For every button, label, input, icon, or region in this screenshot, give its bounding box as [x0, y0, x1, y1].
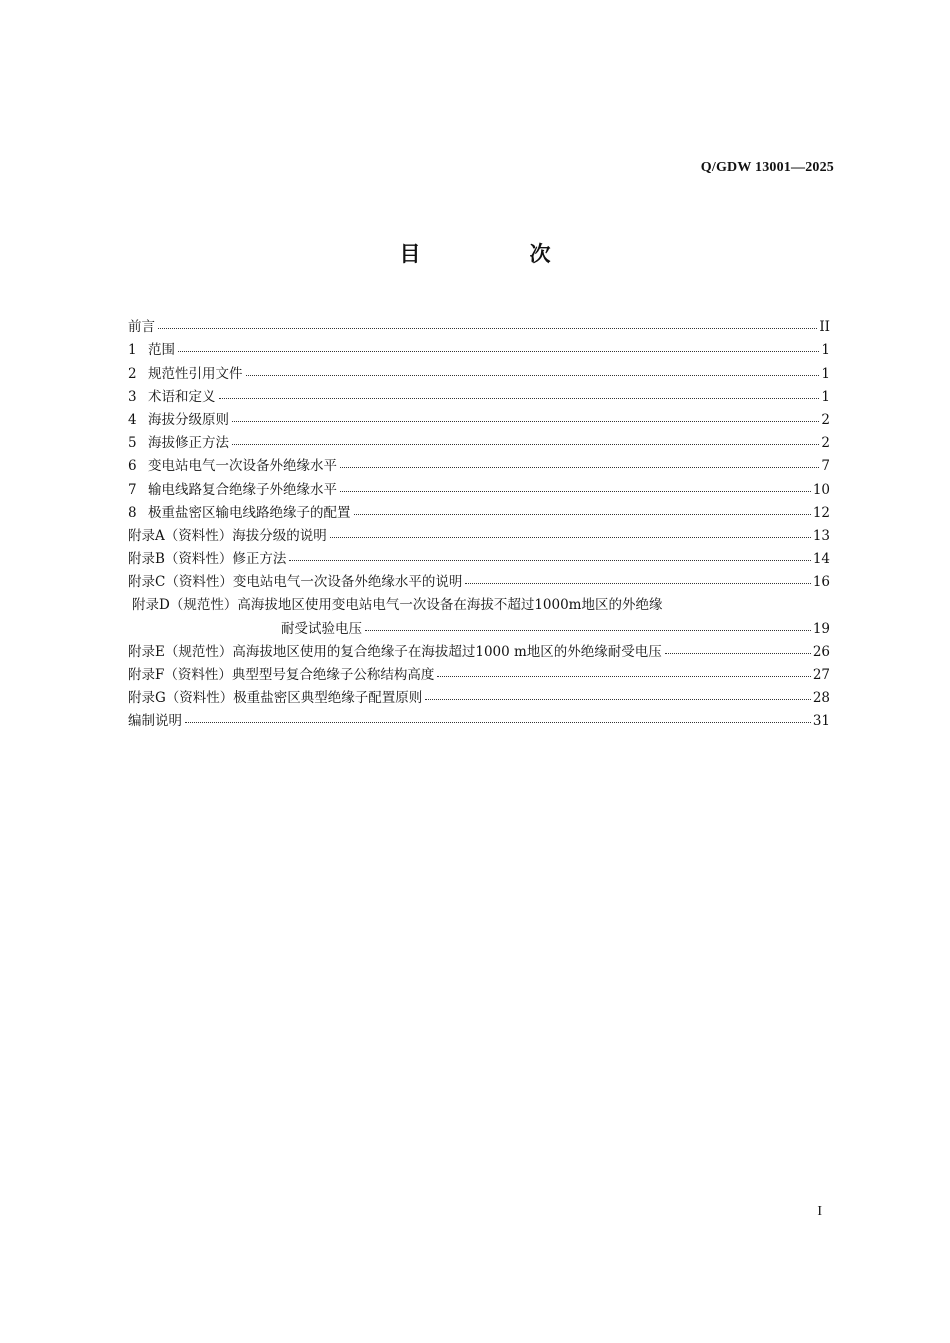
toc-entry-number: 3	[128, 388, 137, 405]
leader-dots	[219, 398, 820, 399]
toc-entry-page: 1	[821, 342, 830, 359]
toc-entry-foreword[interactable]	[128, 312, 830, 335]
toc-entry-label: 附录D（规范性）高海拔地区使用变电站电气一次设备在海拔不超过1000m地区的外绝缘	[132, 597, 663, 614]
toc-entry-label: 规范性引用文件	[148, 365, 243, 382]
toc-entry-page: 26	[812, 643, 830, 660]
toc-entry-number: 5	[128, 435, 137, 452]
toc-entry-label: 海拔分级原则	[148, 411, 229, 428]
toc-entry-heavy-salt-area[interactable]	[128, 498, 830, 521]
leader-dots	[246, 375, 820, 376]
toc-entry-label: 范围	[148, 342, 175, 359]
toc-entry-number: 2	[128, 365, 137, 382]
leader-dots	[425, 699, 811, 700]
document-code: Q/GDW 13001—2025	[700, 160, 834, 175]
leader-dots	[232, 444, 819, 445]
leader-dots	[340, 467, 819, 468]
leader-dots	[185, 722, 811, 723]
toc-entry-altitude-grading[interactable]	[128, 405, 830, 428]
toc-entry-page: 31	[812, 713, 830, 730]
toc-entry-label: 附录B（资料性）修正方法	[128, 551, 287, 568]
toc-entry-page: 27	[812, 667, 830, 683]
leader-dots	[465, 583, 810, 584]
toc-entry-page: 16	[812, 574, 830, 591]
toc-entry-number: 1	[128, 342, 137, 359]
toc-entry-appendix-g[interactable]	[128, 683, 830, 706]
toc-entry-number: 8	[128, 504, 137, 521]
toc-entry-page: 12	[812, 504, 830, 521]
toc-entry-number: 7	[128, 481, 137, 498]
toc-entry-label: 极重盐密区输电线路绝缘子的配置	[148, 504, 351, 521]
toc-entry-number: 4	[128, 411, 137, 428]
leader-dots	[232, 421, 819, 422]
toc-entry-substation-insulation[interactable]	[128, 451, 830, 474]
toc-entry-page: 14	[812, 551, 830, 568]
leader-dots	[330, 537, 811, 538]
toc-entry-composite-insulator[interactable]	[128, 474, 830, 497]
toc-entry-number: 6	[128, 458, 137, 475]
toc-entry-label: 术语和定义	[148, 388, 216, 405]
toc-entry-label: 海拔修正方法	[148, 435, 229, 452]
toc-entry-label: 前言	[128, 319, 155, 336]
toc-entry-page: 28	[812, 690, 830, 707]
page-number: I	[817, 1204, 822, 1219]
toc-entry-altitude-correction[interactable]	[128, 428, 830, 451]
toc-entry-appendix-c[interactable]	[128, 567, 830, 590]
toc-entry-page: II	[819, 319, 830, 336]
toc-entry-page: 2	[821, 411, 830, 428]
toc-entry-scope[interactable]	[128, 335, 830, 358]
toc-entry-appendix-f[interactable]	[128, 660, 830, 683]
toc-entry-normative-references[interactable]	[128, 358, 830, 381]
toc-entry-label: 附录C（资料性）变电站电气一次设备外绝缘水平的说明	[128, 574, 463, 591]
leader-dots	[178, 351, 819, 352]
leader-dots	[665, 653, 811, 654]
toc-entry-appendix-d-continued[interactable]	[128, 613, 830, 636]
leader-dots	[289, 560, 810, 561]
table-of-contents	[128, 312, 830, 729]
toc-entry-label: 附录E（规范性）高海拔地区使用的复合绝缘子在海拔超过1000 m地区的外绝缘耐受电压	[128, 643, 662, 660]
leader-dots	[365, 630, 811, 631]
toc-entry-page: 1	[821, 388, 830, 405]
leader-dots	[354, 514, 811, 515]
toc-entry-compilation-notes[interactable]	[128, 706, 830, 729]
toc-entry-page: 10	[812, 481, 830, 498]
toc-entry-appendix-b[interactable]	[128, 544, 830, 567]
toc-entry-page: 13	[812, 527, 830, 544]
toc-entry-label: 输电线路复合绝缘子外绝缘水平	[148, 481, 337, 498]
toc-entry-appendix-a[interactable]	[128, 521, 830, 544]
toc-entry-page: 7	[821, 458, 830, 475]
leader-dots	[158, 328, 817, 329]
toc-entry-label: 附录A（资料性）海拔分级的说明	[128, 527, 327, 544]
toc-entry-page: 2	[821, 435, 830, 452]
toc-entry-label: 附录G（资料性）极重盐密区典型绝缘子配置原则	[128, 690, 423, 707]
toc-entry-label: 变电站电气一次设备外绝缘水平	[148, 458, 337, 475]
toc-entry-page: 19	[812, 620, 830, 637]
leader-dots	[340, 491, 811, 492]
toc-entry-label: 编制说明	[128, 713, 182, 730]
toc-title: 目 次	[399, 242, 595, 266]
leader-dots	[437, 676, 810, 677]
toc-entry-appendix-d[interactable]	[128, 590, 830, 613]
toc-entry-label: 耐受试验电压	[281, 620, 362, 637]
toc-entry-label: 附录F（资料性）典型型号复合绝缘子公称结构高度	[128, 667, 435, 683]
toc-entry-terms[interactable]	[128, 382, 830, 405]
toc-entry-appendix-e[interactable]	[128, 637, 830, 660]
toc-entry-page: 1	[821, 365, 830, 382]
